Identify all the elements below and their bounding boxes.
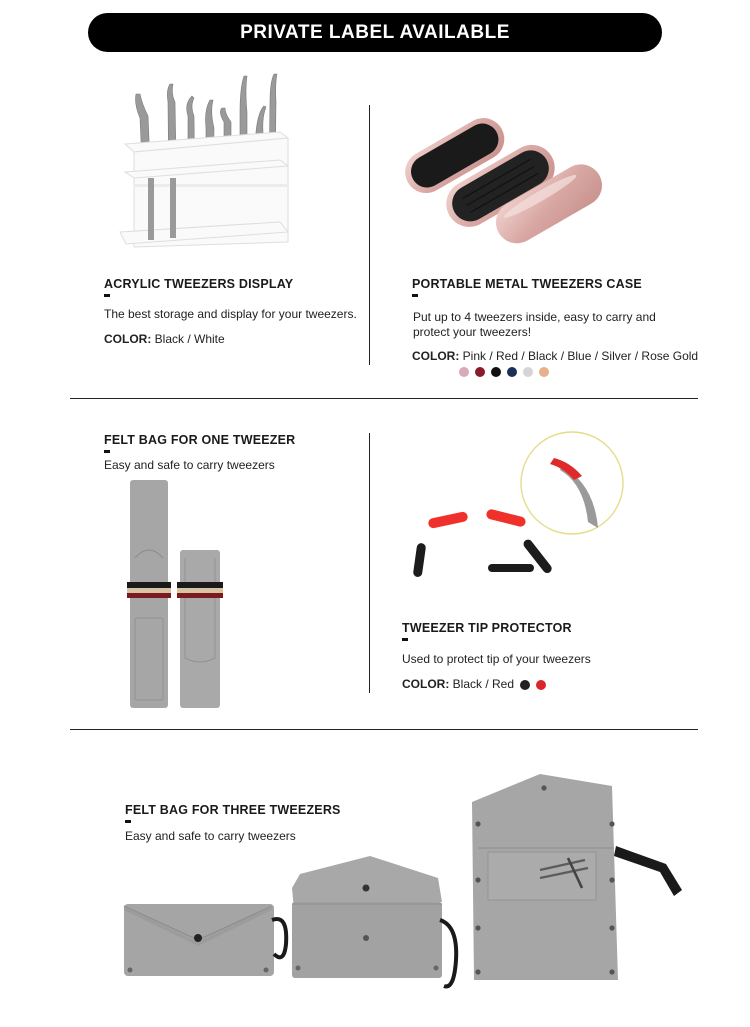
metal-case-title: PORTABLE METAL TWEEZERS CASE [412,277,642,291]
tip-protector-desc: Used to protect tip of your tweezers [402,652,591,666]
felt-bag-one-image [125,478,225,710]
felt-three-desc: Easy and safe to carry tweezers [125,829,296,843]
felt-three-title: FELT BAG FOR THREE TWEEZERS [125,803,341,817]
color-swatch [475,367,485,377]
tip-protector-color [402,677,514,691]
title-dash [412,294,418,297]
color-swatch [491,367,501,377]
title-dash [104,294,110,297]
tip-protector-title: TWEEZER TIP PROTECTOR [402,621,572,635]
private-label-banner: PRIVATE LABEL AVAILABLE [88,13,662,52]
title-dash [402,638,408,641]
color-swatch [539,367,549,377]
metal-case-desc: Put up to 4 tweezers inside, easy to carry and protect your tweezers! [413,310,656,339]
color-label: COLOR: [402,677,450,691]
color-label: COLOR: [412,349,460,363]
color-value: Black / White [154,332,225,346]
metal-case-image [405,115,600,255]
tip-protector-image [400,430,630,585]
acrylic-display-image [120,72,295,262]
felt-one-title: FELT BAG FOR ONE TWEEZER [104,433,296,447]
color-swatches [520,680,546,690]
title-dash [104,450,110,453]
color-label: COLOR: [104,332,152,346]
color-value: Pink / Red / Black / Blue / Silver / Rose Gold [462,349,699,363]
horizontal-divider [70,729,698,730]
acrylic-display-title: ACRYLIC TWEEZERS DISPLAY [104,277,294,291]
horizontal-divider [70,398,698,399]
color-value: Black / Red [452,677,515,691]
felt-bag-three-image [120,770,690,995]
metal-case-color [412,349,698,363]
color-swatches [459,367,549,377]
vertical-divider [369,105,370,365]
acrylic-display-desc: The best storage and display for your tweezers. [104,307,357,321]
color-swatch [536,680,546,690]
acrylic-display-color [104,332,225,346]
color-swatch [459,367,469,377]
felt-one-desc: Easy and safe to carry tweezers [104,458,275,472]
color-swatch [520,680,530,690]
color-swatch [523,367,533,377]
color-swatch [507,367,517,377]
vertical-divider [369,433,370,693]
